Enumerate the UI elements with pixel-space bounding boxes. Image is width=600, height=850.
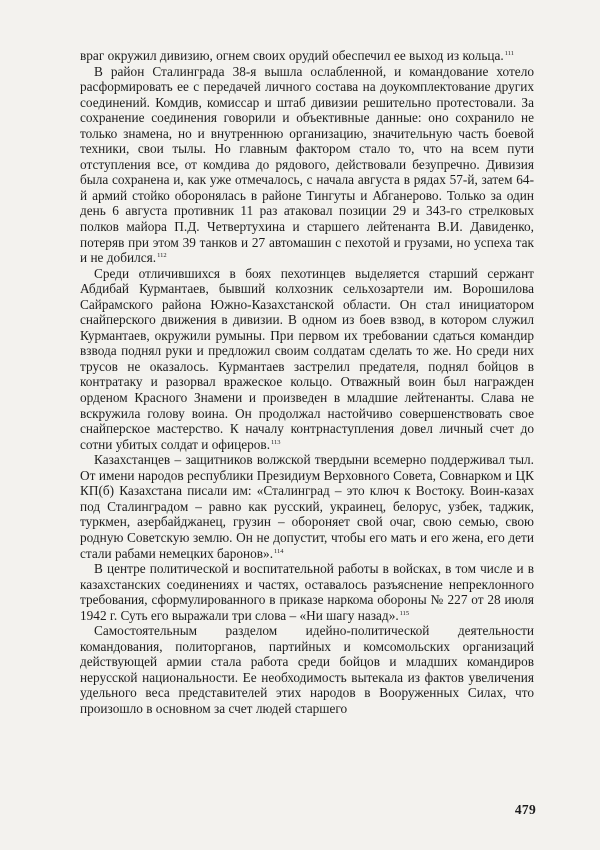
- paragraph-6-text: Самостоятельным разделом идейно-политической деятельности командования, политорганов, партийных и комсомольских организаций действующей армии стала работа среди бойцов и младших командиров нерусской национальности. Ее необходимость вытекала из фактов увеличения удельного веса представителей этих народов в Вооруженных Силах, что произошло в основном за счет людей старшего: [80, 623, 534, 716]
- paragraph-1-text: враг окружил дивизию, огнем своих орудий обеспечил ее выход из кольца.: [80, 48, 504, 63]
- paragraph-4-text: Казахстанцев – защитников волжской твердыни всемерно поддерживал тыл. От имени народов республики Президиум Верховного Совета, Совнарком и ЦК КП(б) Казахстана писали им: «Сталинград – это ключ к Востоку. Воин-казах под Сталинградом – равно как русский, украинец, белорус, узбек, таджик, туркмен, азербайджанец, грузин – обороняет свой очаг, свою семью, свою родную Советскую землю. Он не допустит, чтобы его мать и его жена, его дети стали рабами немецких баронов».: [80, 452, 534, 561]
- paragraph-3: [80, 266, 534, 453]
- paragraph-5: [80, 561, 534, 623]
- footnote-ref-114: 114: [274, 547, 284, 555]
- paragraph-6: [80, 623, 534, 716]
- footnote-ref-115: 115: [399, 609, 410, 617]
- footnote-ref-111: 111: [504, 50, 515, 57]
- footnote-ref-112: 112: [157, 252, 167, 260]
- paragraph-3-text: Среди отличившихся в боях пехотинцев выделяется старший сержант Абдибай Курмантаев, бывший колхозник сельхозартели им. Ворошилова Сайрамского района Южно-Казахстанской области. Он стал инициатором снайперского движения в дивизии. В одном из боев взвод, в котором служил Курмантаев, окружили румыны. При первом их требовании сдаться командир взвода поднял руки и предложил своим солдатам сделать то же. Но среди них трусов не оказалось. Курмантаев застрелил предателя, поднял бойцов в контратаку и разорвал вражеское кольцо. Отважный воин был награжден орденом Красного Знамени и произведен в младшие лейтенанты. Слава не вскружила голову воина. Он продолжал настойчиво совершенствовать свое снайперское мастерство. К началу контрнаступления довел личный счет до сотни убитых солдат и офицеров.: [80, 265, 534, 452]
- paragraph-4: [80, 452, 534, 561]
- paragraph-2-text: В район Сталинграда 38-я вышла ослабленной, и командование хотело расформировать ее с передачей личного состава на доукомплектование других соединений. Комдив, комиссар и штаб дивизии решительно протестовали. За сохранение соединения говорили и объективные данные: оно сохранило не только знамена, но и внутреннюю организацию, значительную часть боевой техники, свои тылы. Но главным фактором стало то, что на всем пути отступления все, от комдива до рядового, действовали безупречно. Дивизия была сохранена и, как уже отмечалось, с начала августа в рядах 57-й, затем 64-й армий стойко оборонялась в районе Тингуты и Абганерово. Только за один день 6 августа противник 11 раз атаковал позиции 29 и 343-го стрелковых полков майора П.Д. Четвертухина и старшего лейтенанта В.И. Давиденко, потеряв при этом 39 танков и 27 автомашин с пехотой и грузами, но успеха так и не добился.: [80, 63, 534, 266]
- paragraph-2: [80, 64, 534, 266]
- paragraph-5-text: В центре политической и воспитательной работы в войсках, в том числе и в казахстанских соединениях и частях, оставалось разъяснение непреклонного требования, сформулированного в приказе наркома обороны № 227 от 28 июля 1942 г. Суть его выражали три слова – «Ни шагу назад».: [80, 561, 534, 623]
- paragraph-1: [80, 48, 534, 64]
- footnote-ref-113: 113: [271, 438, 281, 446]
- page-number: 479: [514, 802, 536, 817]
